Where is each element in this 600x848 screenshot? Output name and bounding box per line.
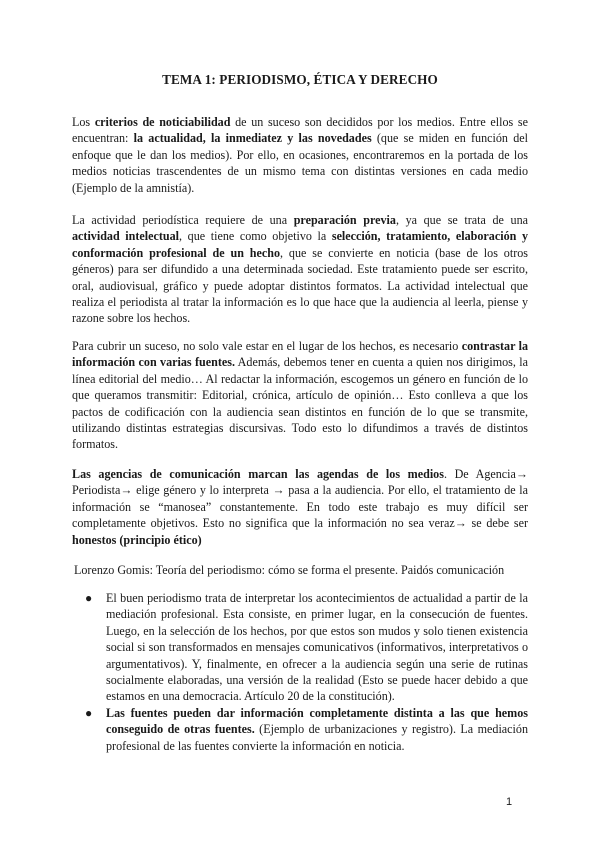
text-run: (que se miden en función del enfoque que le dan los medios). Por ello, en ocasiones, encontraremos en la portada de los medios noticias trascendentes de un mismo tema con distintas versiones en cada medio (Ejemplo de la amnistía). [72, 131, 528, 195]
bullet-icon: ● [85, 591, 93, 605]
text-run: , que tiene como objetivo la [179, 229, 332, 244]
bold-run: selección, tratamiento, elaboración y conformación profesional de un hecho [72, 229, 528, 260]
bold-run: Las agencias de comunicación marcan las agendas de los medios [72, 467, 444, 481]
text-run: Los [72, 115, 95, 129]
paragraph-contrastar-fuentes [72, 338, 528, 453]
text-run: , que se convierte en noticia (base de los otros géneros) para ser difundido a una determinada sociedad. Este tratamiento puede ser escrito, oral, audiovisual, gráfico y puede adoptar distintos formatos. La actividad intelectual que realiza el periodista al tratar la información es lo que hace que la audiencia al leerla, piense y razone sobre los hechos. [72, 245, 528, 326]
reference-citation: Lorenzo Gomis: Teoría del periodismo: cómo se forma el presente. Paidós comunicación [74, 563, 505, 577]
paragraph-noticiabilidad [72, 114, 528, 196]
bold-run: criterios de noticiabilidad [94, 115, 231, 129]
page-title: TEMA 1: PERIODISMO, ÉTICA Y DERECHO [162, 72, 438, 87]
page-number: 1 [506, 796, 513, 808]
bold-run: honestos (principio ético) [72, 532, 202, 547]
list-item [72, 705, 528, 754]
list-item [72, 590, 528, 705]
text-run: Además, debemos tener en cuenta a quien nos dirigimos, la línea editorial del medio… Al redactar la información, escogemos un género en función de lo que queramos transmitir: Editorial, crónica, artículo de opinión… Esto conlleva a que los pactos de codificación con la audiencia sean distintos en función de lo que se transmite, utilizando distintas estrategias discursivas. Todo esto lo difundimos a través de distintos formatos. [72, 355, 528, 452]
bullet-icon: ● [85, 705, 93, 720]
text-run: , ya que se trata de una [395, 213, 528, 227]
text-run: de un suceso son decididos por los medios. Entre ellos se encuentran: [72, 115, 528, 146]
list-item-bold: Las fuentes pueden dar información completamente distinta a las que hemos conseguido de otras fuentes. [106, 705, 528, 737]
bold-run: contrastar la información con varias fuentes. [72, 339, 528, 370]
list-item-text: El buen periodismo trata de interpretar los acontecimientos de actualidad a partir de la mediación profesional. Esta consiste, en primer lugar, en la consecución de fuentes. Luego, en la selección de los hechos, por que estos son mudos y solo tienen existencia social si son transformados en mensajes comunicativos (informativos, interpretativos o argumentativos). Y, finalmente, en ofrecer a la audiencia según una serie de rutinas socialmente elaboradas, una versión de la realidad (Esto se puede hacer debido a que estamos en una democracia. Artículo 20 de la constitución). [106, 591, 528, 704]
bold-run: preparación previa [293, 213, 396, 227]
list-item-text: (Ejemplo de urbanizaciones y registro). La mediación profesional de las fuentes convierte la información en noticia. [106, 722, 528, 753]
text-run: . De Agencia→ Periodista→ elige género y lo interpreta → pasa a la audiencia. Por ello, el tratamiento de la información se “manosea” constantemente. En todo este trabajo es muy difícil ser completamente objetivos. Esto no significa que la información no sea veraz→ se debe ser [72, 467, 528, 531]
bold-run: actividad intelectual [72, 229, 180, 244]
paragraph-actividad-periodistica [72, 212, 528, 327]
bullet-list [72, 590, 528, 754]
paragraph-agencias [72, 466, 528, 548]
bold-run: la actualidad, la inmediatez y las novedades [133, 131, 372, 146]
text-run: Para cubrir un suceso, no solo vale estar en el lugar de los hechos, es necesario [72, 339, 462, 353]
text-run: La actividad periodística requiere de una [72, 213, 294, 227]
